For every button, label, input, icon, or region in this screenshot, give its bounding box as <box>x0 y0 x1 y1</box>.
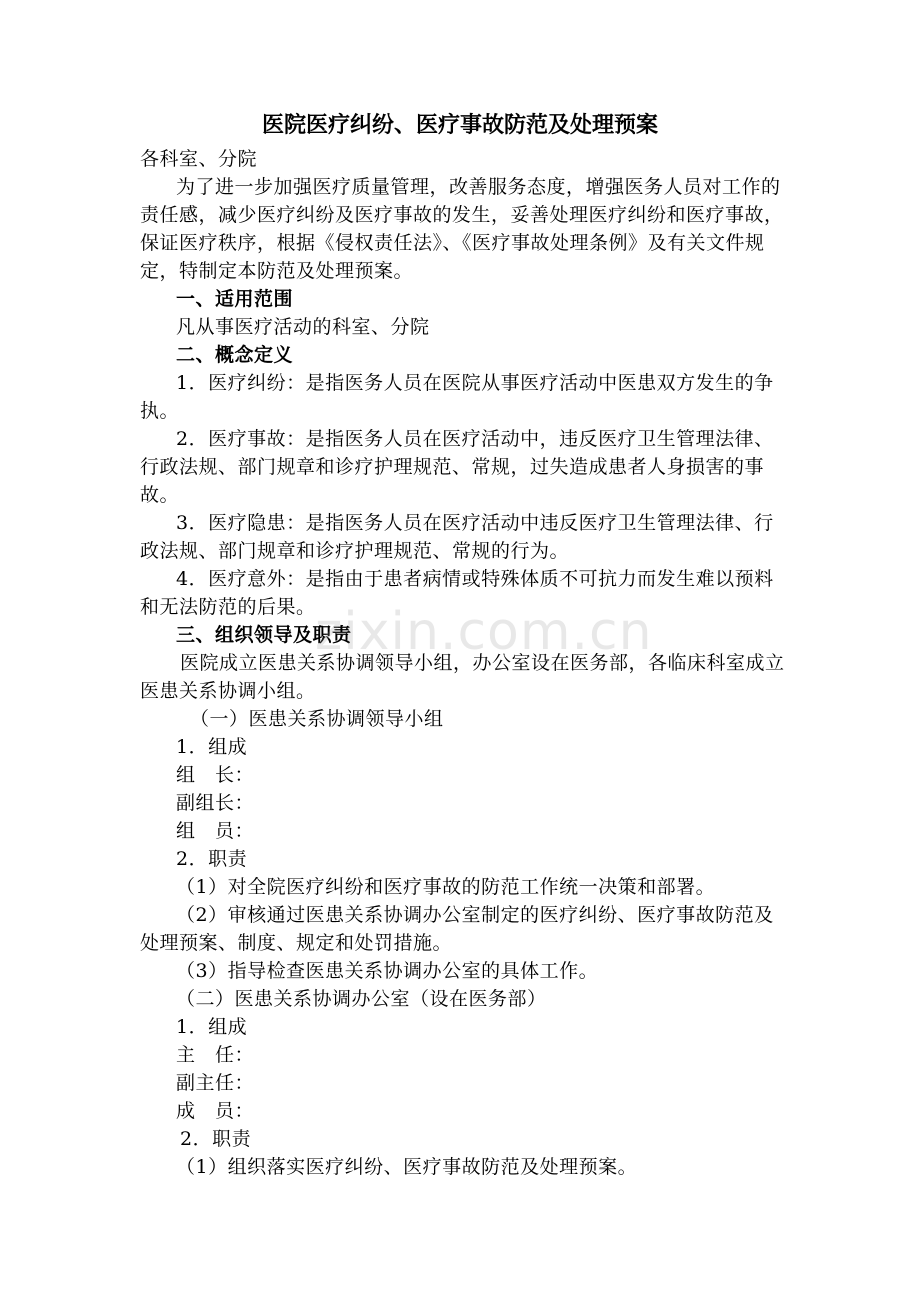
group-1-duties-label: 2．职责 <box>176 848 248 870</box>
member-line: 主 任： <box>176 1044 255 1066</box>
duty-item: （3）指导检查医患关系协调办公室的具体工作。 <box>176 960 599 982</box>
group-1-composition-label: 1．组成 <box>176 736 248 758</box>
member-line: 副主任： <box>176 1072 255 1094</box>
member-line: 成 员： <box>176 1100 255 1122</box>
group-2-title: （二）医患关系协调办公室（设在医务部） <box>176 988 547 1010</box>
document-title: 医院医疗纠纷、医疗事故防范及处理预案 <box>261 113 658 138</box>
definition-item: 3．医疗隐患：是指医务人员在医疗活动中违反医疗卫生管理法律、行政法规、部门规章和诊疗护理规范、常规的行为。 <box>140 512 774 562</box>
definition-item: 2．医疗事故：是指医务人员在医疗活动中，违反医疗卫生管理法律、行政法规、部门规章和诊疗护理规范、常规，过失造成患者人身损害的事故。 <box>140 428 774 506</box>
section-2-heading: 二、概念定义 <box>176 344 294 366</box>
section-3-intro: 医院成立医患关系协调领导小组，办公室设在医务部，各临床科室成立医患关系协调小组。 <box>140 652 785 702</box>
definition-item: 4．医疗意外：是指由于患者病情或特殊体质不可抗力而发生难以预料和无法防范的后果。 <box>140 568 774 618</box>
intro-paragraph: 为了进一步加强医疗质量管理，改善服务态度，增强医务人员对工作的责任感，减少医疗纠纷及医疗事故的发生，妥善处理医疗纠纷和医疗事故，保证医疗秩序，根据《侵权责任法》、《医疗事故处理条例》及有关文件规定，特制定本防范及处理预案。 <box>140 176 784 282</box>
member-line: 组 长： <box>176 764 255 786</box>
section-1-heading: 一、适用范围 <box>176 288 294 310</box>
section-3-heading: 三、组织领导及职责 <box>176 624 352 646</box>
document-body <box>140 145 785 1181</box>
group-2-composition-label: 1．组成 <box>176 1016 248 1038</box>
duty-item: （1）组织落实医疗纠纷、医疗事故防范及处理预案。 <box>176 1156 638 1178</box>
group-1-title: （一）医患关系协调领导小组 <box>190 708 444 730</box>
watermark: zixin.com.cn <box>315 602 653 662</box>
group-2-duties-label: 2．职责 <box>180 1128 252 1150</box>
member-line: 副组长： <box>176 792 255 814</box>
duty-item: （1）对全院医疗纠纷和医疗事故的防范工作统一决策和部署。 <box>176 876 716 898</box>
section-1-text: 凡从事医疗活动的科室、分院 <box>176 316 430 338</box>
member-line: 组 员： <box>176 820 255 842</box>
addressee: 各科室、分院 <box>140 148 258 170</box>
duty-item: （2）审核通过医患关系协调办公室制定的医疗纠纷、医疗事故防范及处理预案、制度、规定和处罚措施。 <box>140 904 774 954</box>
definition-item: 1．医疗纠纷：是指医务人员在医院从事医疗活动中医患双方发生的争执。 <box>140 372 774 422</box>
